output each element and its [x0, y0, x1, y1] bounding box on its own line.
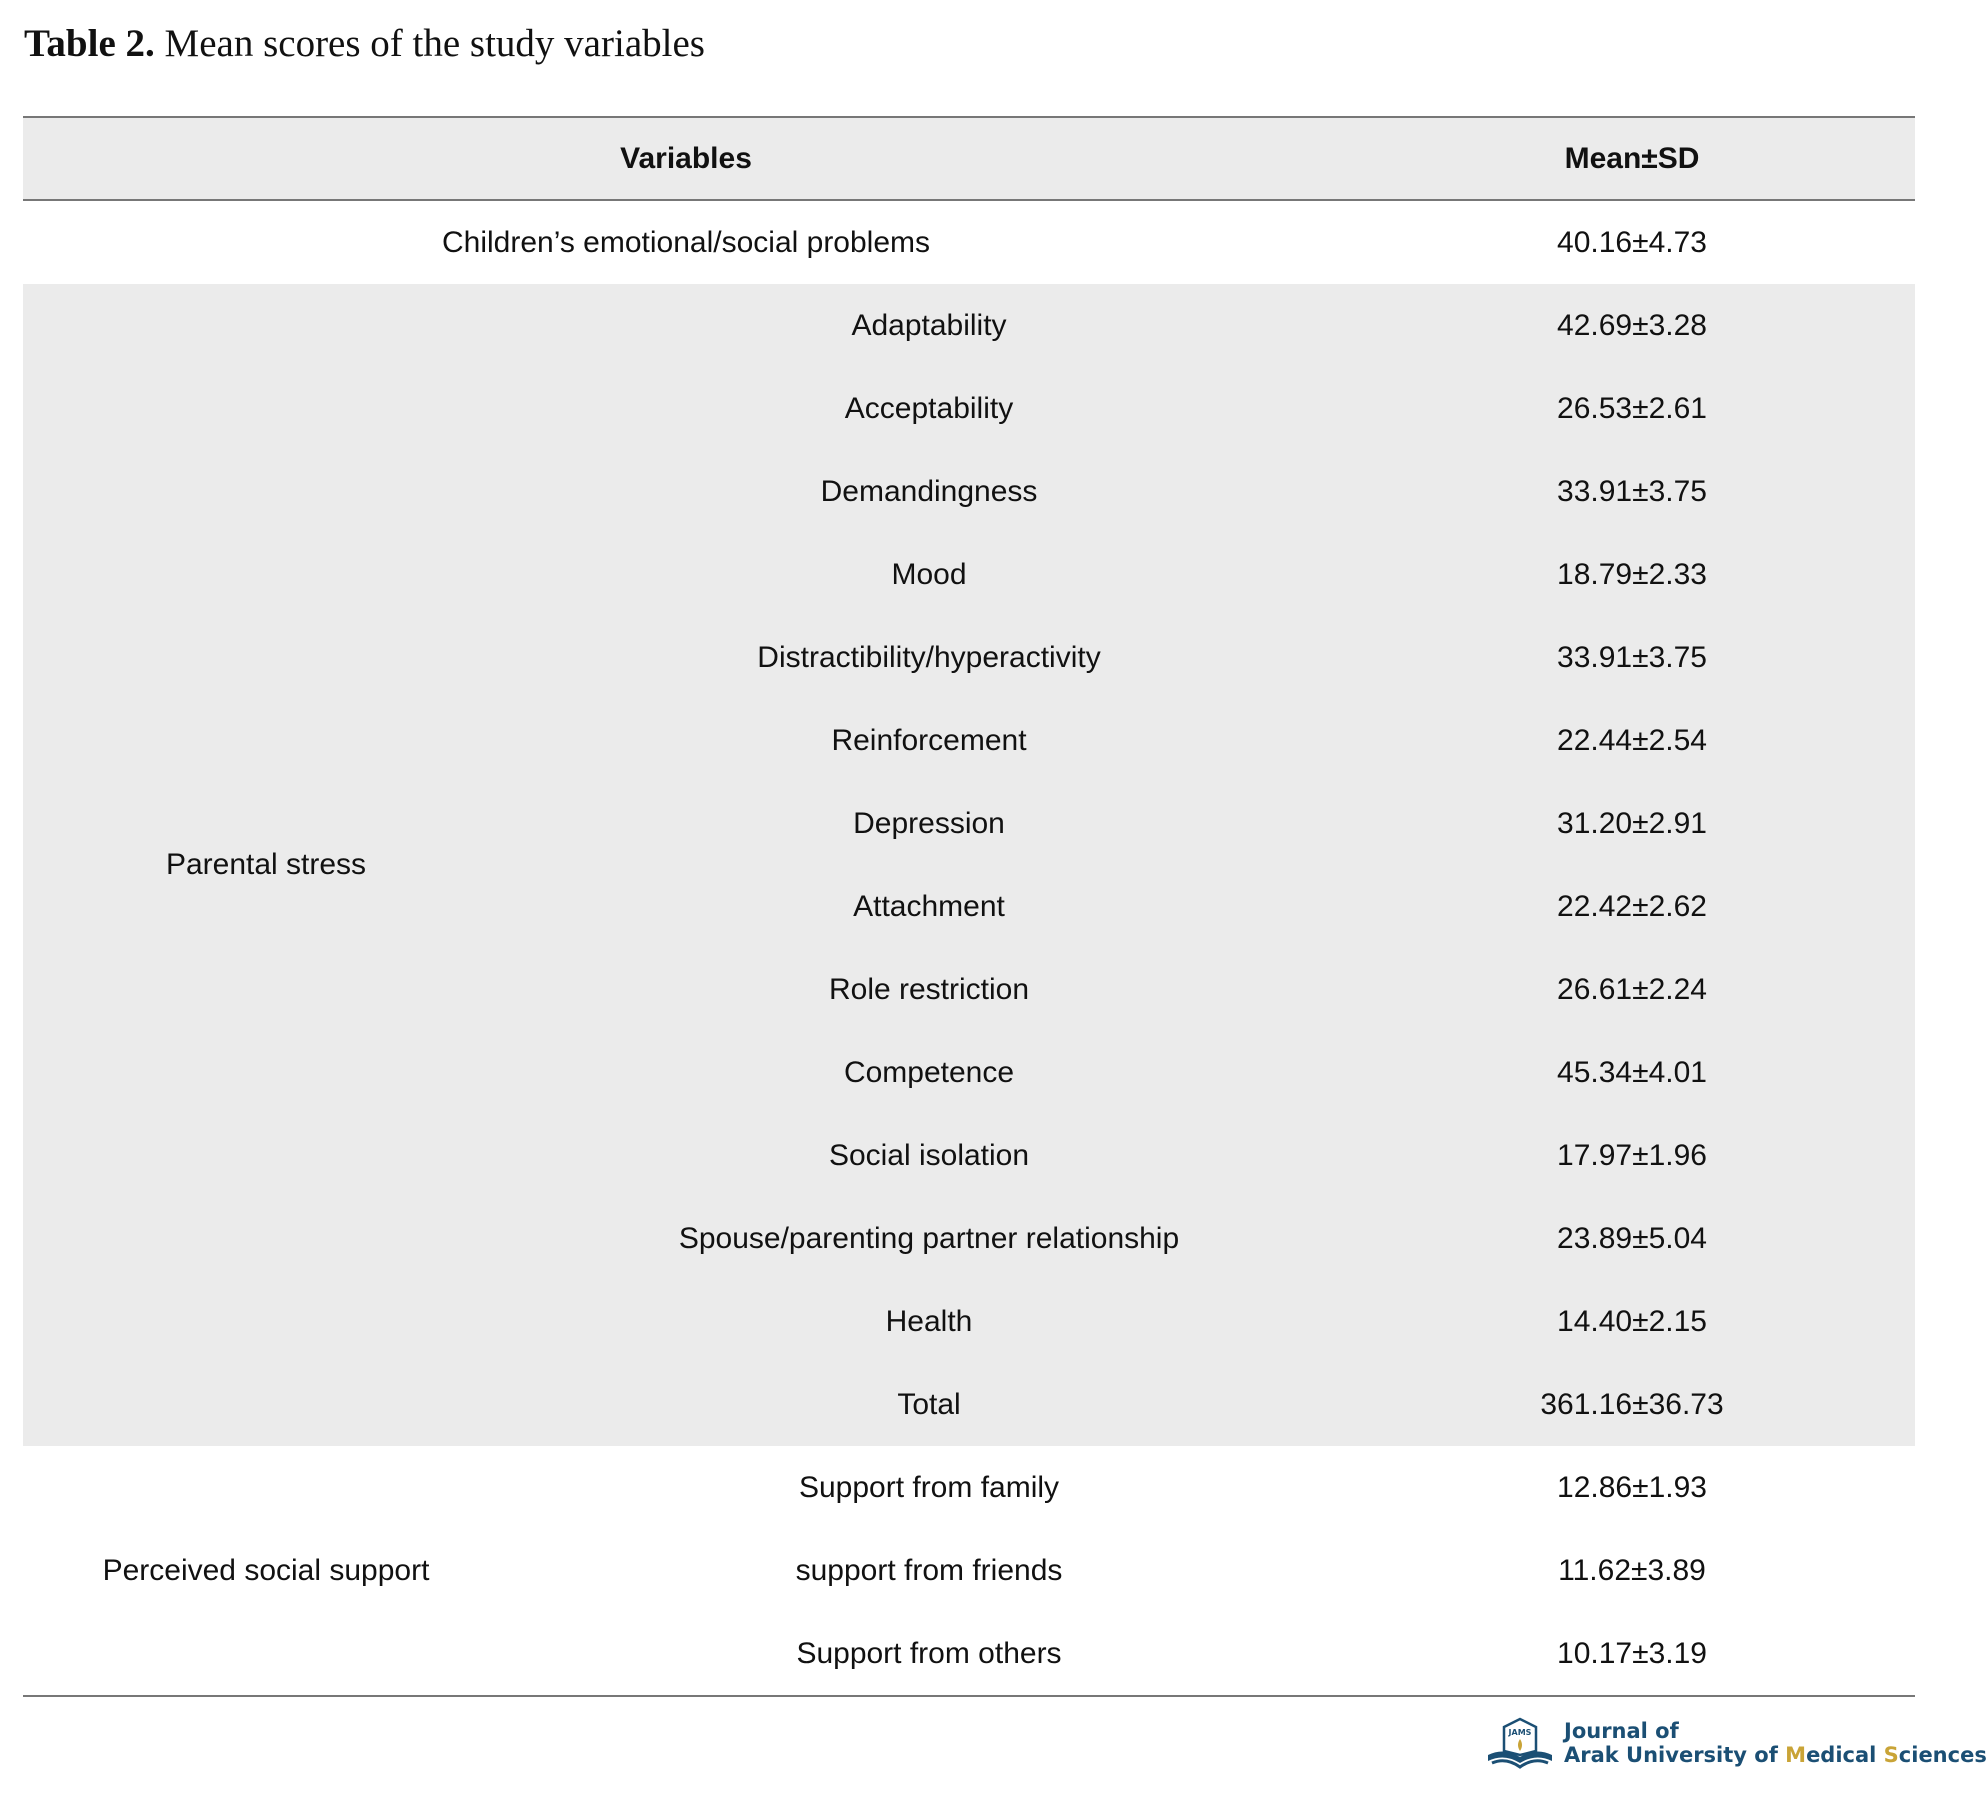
table-row	[23, 200, 1915, 284]
row-label: Attachment	[509, 865, 1349, 948]
row-label: Competence	[509, 1031, 1349, 1114]
row-label: Social isolation	[509, 1114, 1349, 1197]
row-label: Distractibility/hyperactivity	[509, 616, 1349, 699]
row-value: 45.34±4.01	[1349, 1031, 1915, 1114]
mean-scores-table	[23, 116, 1915, 1697]
row-label: Health	[509, 1280, 1349, 1363]
row-value: 42.69±3.28	[1349, 284, 1915, 367]
row-label-children-problems: Children’s emotional/social problems	[23, 200, 1349, 284]
row-value: 22.44±2.54	[1349, 699, 1915, 782]
row-label: Support from others	[509, 1612, 1349, 1696]
row-label: Adaptability	[509, 284, 1349, 367]
row-label: Depression	[509, 782, 1349, 865]
row-label: Mood	[509, 533, 1349, 616]
row-value: 40.16±4.73	[1349, 200, 1915, 284]
row-value: 18.79±2.33	[1349, 533, 1915, 616]
group-label-parental-stress: Parental stress	[23, 284, 509, 1446]
table-number: Table 2.	[24, 22, 155, 65]
header-mean-sd: Mean±SD	[1349, 117, 1915, 200]
row-label: Acceptability	[509, 367, 1349, 450]
row-value: 17.97±1.96	[1349, 1114, 1915, 1197]
row-value: 31.20±2.91	[1349, 782, 1915, 865]
table-caption	[24, 18, 705, 70]
table-title: Mean scores of the study variables	[154, 22, 705, 65]
table-header-row	[23, 117, 1915, 200]
row-value: 12.86±1.93	[1349, 1446, 1915, 1529]
row-label-total: Total	[509, 1363, 1349, 1446]
row-value: 11.62±3.89	[1349, 1529, 1915, 1612]
row-value: 22.42±2.62	[1349, 865, 1915, 948]
journal-name	[1564, 1719, 1987, 1767]
journal-name-line2: Arak University of Medical Sciences	[1564, 1743, 1987, 1767]
row-label: Spouse/parenting partner relationship	[509, 1197, 1349, 1280]
table-row	[23, 1446, 1915, 1529]
svg-text:JAMS: JAMS	[1508, 1728, 1532, 1737]
row-label: Role restriction	[509, 948, 1349, 1031]
journal-logo	[1484, 1710, 1987, 1776]
row-label: Support from family	[509, 1446, 1349, 1529]
row-label: Demandingness	[509, 450, 1349, 533]
row-value-total: 361.16±36.73	[1349, 1363, 1915, 1446]
book-emblem-icon	[1484, 1711, 1556, 1775]
row-value: 23.89±5.04	[1349, 1197, 1915, 1280]
row-label: support from friends	[509, 1529, 1349, 1612]
row-value: 26.53±2.61	[1349, 367, 1915, 450]
group-label-social-support: Perceived social support	[23, 1446, 509, 1696]
row-value: 33.91±3.75	[1349, 616, 1915, 699]
row-label: Reinforcement	[509, 699, 1349, 782]
table-row	[23, 284, 1915, 367]
row-value: 33.91±3.75	[1349, 450, 1915, 533]
header-variables: Variables	[23, 117, 1349, 200]
row-value: 10.17±3.19	[1349, 1612, 1915, 1696]
row-value: 14.40±2.15	[1349, 1280, 1915, 1363]
journal-name-line1: Journal of	[1564, 1719, 1679, 1743]
row-value: 26.61±2.24	[1349, 948, 1915, 1031]
